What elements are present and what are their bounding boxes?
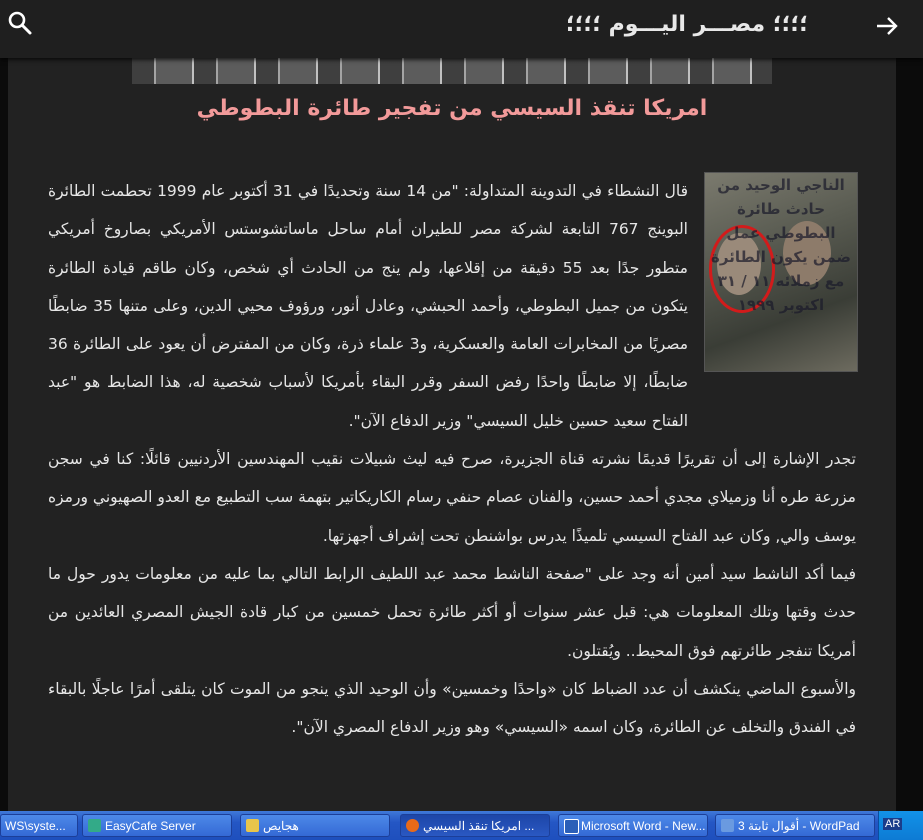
taskbar-item-explorer[interactable] bbox=[0, 814, 78, 837]
taskbar-item-wordpad[interactable] bbox=[715, 814, 875, 837]
word-icon bbox=[564, 819, 579, 834]
paragraph-2: تجدر الإشارة إلى أن تقريرًا قديمًا نشرته قناة الجزيرة، صرح فيه ليث شبيلات نقيب المهندسين الأردنيين قائلًا: كنا في سجن مزرعة طره أنا وزميلاي مجدي أحمد حسين، والفنان عصام حنفي رسام الكاريكاتير بتهمة سب التطبيع مع العدو الصهيوني ورمزه يوسف والي, وكان عبد الفتاح السيسي تلميذًا يدرس بواشنطن تحت إشراف أجهزتها. bbox=[48, 450, 856, 545]
paragraph-1: قال النشطاء في التدوينة المتداولة: "من 14 سنة وتحديدًا في 31 أكتوبر عام 1999 تحطمت الطائرة البوينج 767 التابعة لشركة مصر للطيران أمام ساحل ماساتشوستس الأمريكي بصاروخ أمريكي متطور جدًا بعد 55 دقيقة من إقلاعها، ولم ينج من الحادث أي شخص، وكان طاقم قيادة الطائرة يتكون من جميل البطوطي، وأحمد الحبشي، وعادل أنور، ورؤوف محيي الدين، وعلى متنها 35 ضابطًا مصريًا من المخابرات العامة والعسكرية، و3 علماء ذرة، وكان من المفترض أن يعود على الطائرة 36 ضابطًا، إلا ضابطًا واحدًا رفض السفر وقرر البقاء بأمريكا لأسباب شخصية له، هذا الضابط هو "عبد الفتاح سعيد حسين خليل السيسي" وزير الدفاع الآن". bbox=[48, 182, 688, 430]
app-bar bbox=[0, 0, 923, 58]
page-margin-left bbox=[0, 58, 8, 811]
post-title[interactable]: امريكا تنقذ السيسي من تفجير طائرة البطوطي bbox=[196, 96, 708, 121]
header-image-strip bbox=[132, 58, 772, 84]
arrow-right-icon[interactable] bbox=[875, 12, 899, 40]
taskbar-item-word[interactable] bbox=[558, 814, 708, 837]
post-content bbox=[8, 58, 896, 811]
page-margin-right bbox=[896, 58, 923, 811]
wordpad-icon bbox=[721, 819, 734, 832]
easycafe-icon bbox=[88, 819, 101, 832]
firefox-icon bbox=[406, 819, 419, 832]
photo-handwriting: الناجي الوحيد من حادث طائرة البطوطي عمل ضمن يكون الطائرة مع زملائه ١١ / ٣١ اكتوبر ١٩٩٩ bbox=[711, 176, 851, 314]
windows-taskbar bbox=[0, 811, 923, 840]
folder-icon bbox=[246, 819, 259, 832]
language-indicator[interactable]: AR bbox=[885, 818, 901, 830]
taskbar-item-label: امريكا تنقذ السيسي ... bbox=[423, 819, 535, 833]
photo-spacer bbox=[688, 172, 856, 402]
paragraph-3: فيما أكد الناشط سيد أمين أنه وجد على "صفحة الناشط محمد عبد اللطيف الرابط التالي بما عليه من معلومات يدور حول ما حدث وقتها وتلك المعلومات هي: قبل عشر سنوات أو أكثر طائرة تحمل خمسين من كبار قادة الجيش المصري العائدين من أمريكا تنفجر طائرتهم فوق المحيط.. ويُقتلون. bbox=[48, 564, 856, 660]
system-tray bbox=[878, 811, 923, 840]
taskbar-item-label: WS\syste... bbox=[5, 819, 66, 833]
taskbar-item-label: هجايص bbox=[263, 819, 299, 833]
taskbar-item-label: Microsoft Word - New... bbox=[581, 819, 706, 833]
taskbar-item-easycafe[interactable] bbox=[82, 814, 232, 837]
site-title[interactable]: ؛؛؛؛ مصـــر اليـــوم ؛؛؛؛ bbox=[565, 12, 808, 37]
paragraph-4: والأسبوع الماضي ينكشف أن عدد الضباط كان «واحدًا وخمسين» وأن الوحيد الذي ينجو من الموت كان يتلقى أمرًا عاجلًا بالبقاء في الفندق والتخلف عن الطائرة، وكان اسمه «السيسي» وهو وزير الدفاع المصري الآن". bbox=[48, 679, 856, 737]
article-body bbox=[48, 172, 856, 746]
taskbar-item-label: EasyCafe Server bbox=[105, 819, 196, 833]
search-icon[interactable] bbox=[6, 9, 34, 37]
taskbar-item-label: 3 أقوال ثابتة - WordPad bbox=[738, 819, 860, 833]
taskbar-item-firefox[interactable] bbox=[400, 814, 550, 837]
taskbar-item-folder[interactable] bbox=[240, 814, 390, 837]
